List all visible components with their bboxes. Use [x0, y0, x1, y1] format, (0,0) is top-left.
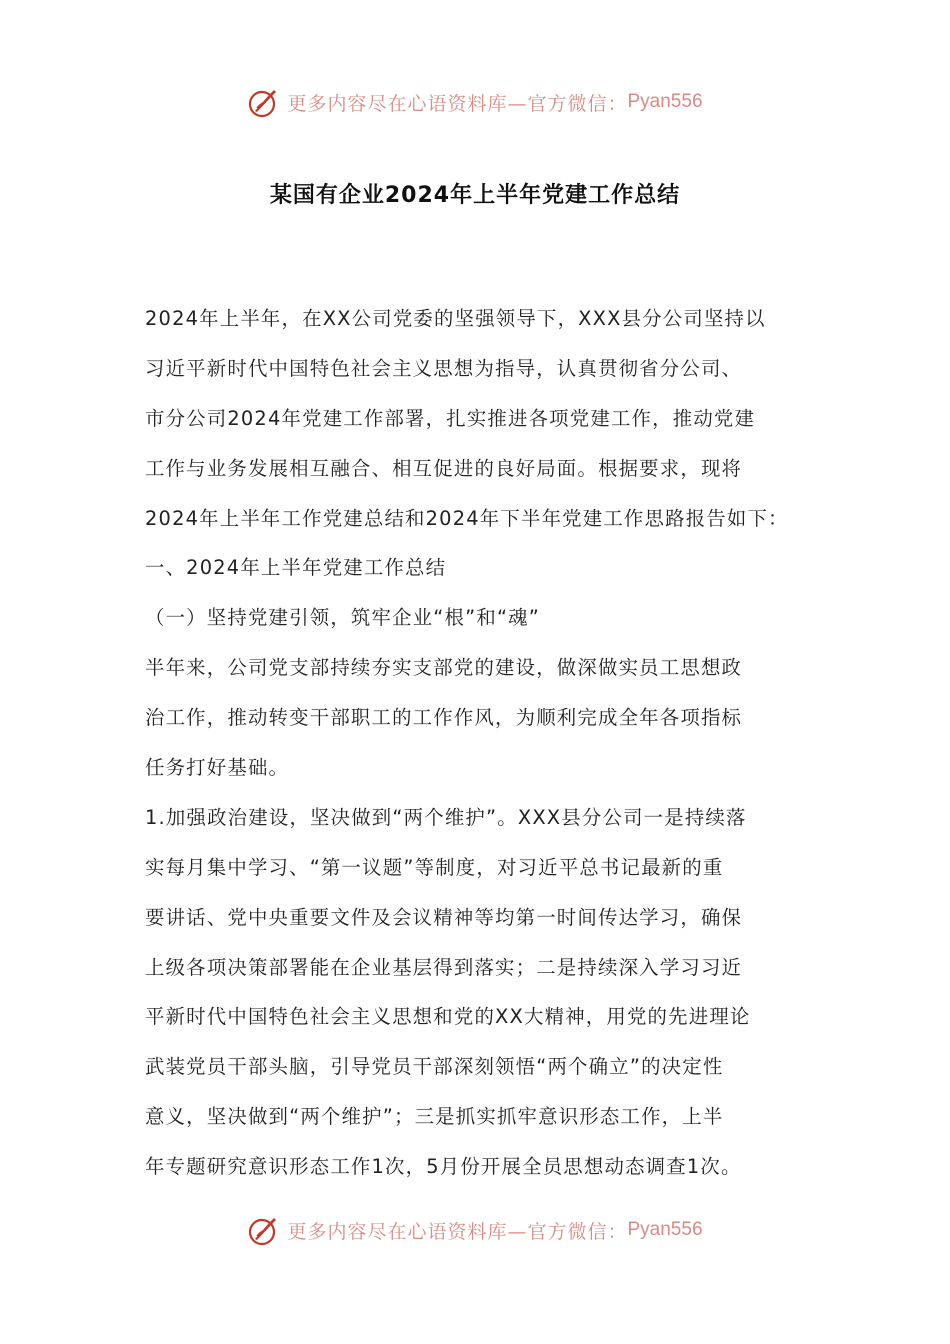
- subsection-heading: （一）坚持党建引领，筑牢企业“根”和“魂”: [145, 606, 541, 630]
- document-body: [145, 294, 825, 1192]
- paragraph-line: 半年来，公司党支部持续夯实支部党的建设，做深做实员工思想政: [145, 656, 743, 680]
- paragraph-line: 实每月集中学习、“第一议题”等制度，对习近平总书记最新的重: [145, 855, 724, 879]
- paragraph-line: 习近平新时代中国特色社会主义思想为指导，认真贯彻省分公司、: [145, 356, 743, 380]
- section-heading: 一、2024年上半年党建工作总结: [145, 556, 447, 580]
- pen-nib-icon: [247, 85, 281, 119]
- paragraph-line: 市分公司2024年党建工作部署，扎实推进各项党建工作，推动党建: [145, 406, 756, 430]
- paragraph-line: 年专题研究意识形态工作1次，5月份开展全员思想动态调查1次。: [145, 1155, 742, 1179]
- banner-handle: Pyan556: [627, 1219, 703, 1240]
- banner-text: 更多内容尽在心语资料库—官方微信：: [287, 1220, 628, 1243]
- paragraph-line: 意义，坚决做到“两个维护”；三是抓实抓牢意识形态工作，上半: [145, 1105, 724, 1129]
- footer-banner: [0, 1210, 950, 1250]
- paragraph-line: 2024年上半年，在XX公司党委的坚强领导下，XXX县分公司坚持以: [145, 307, 766, 330]
- paragraph-line: 治工作，推动转变干部职工的工作作风，为顺利完成全年各项指标: [145, 706, 743, 730]
- paragraph-line: 工作与业务发展相互融合、相互促进的良好局面。根据要求，现将: [145, 456, 743, 480]
- paragraph-line: 武装党员干部头脑，引导党员干部深刻领悟“两个确立”的决定性: [145, 1055, 724, 1079]
- document-title: 某国有企业2024年上半年党建工作总结: [269, 183, 681, 208]
- paragraph-line: 上级各项决策部署能在企业基层得到落实；二是持续深入学习习近: [145, 955, 743, 979]
- banner-text: 更多内容尽在心语资料库—官方微信：: [287, 92, 628, 115]
- paragraph-line: 要讲话、党中央重要文件及会议精神等均第一时间传达学习，确保: [145, 905, 743, 929]
- pen-nib-icon: [247, 1213, 281, 1247]
- paragraph-line: 任务打好基础。: [145, 756, 290, 780]
- header-banner: [0, 82, 950, 122]
- paragraph-line: 1.加强政治建设，坚决做到“两个维护”。XXX县分公司一是持续落: [145, 805, 747, 829]
- paragraph-line: 平新时代中国特色社会主义思想和党的XX大精神，用党的先进理论: [145, 1005, 751, 1029]
- banner-handle: Pyan556: [627, 91, 703, 112]
- paragraph-line: 2024年上半年工作党建总结和2024年下半年党建工作思路报告如下：: [145, 506, 789, 530]
